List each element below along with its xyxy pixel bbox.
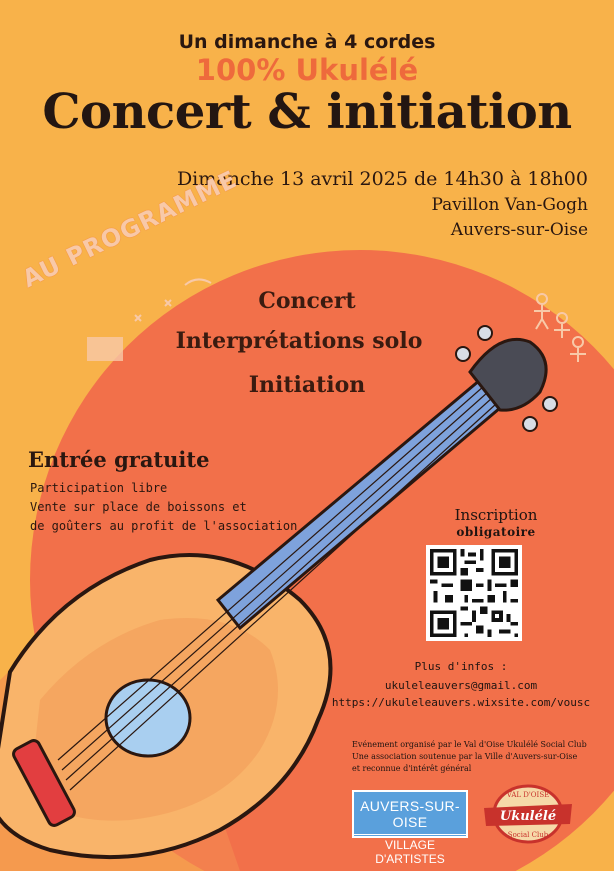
club-logo-bottom: Social Club <box>507 831 549 839</box>
event-city: Auvers-sur-Oise <box>450 220 588 240</box>
entry-line: Vente sur place de boissons et <box>30 500 247 514</box>
programme-item-concert: Concert <box>258 288 356 314</box>
organizer-line: et reconnue d'intérêt général <box>352 764 472 773</box>
contact-url[interactable]: https://ukuleleauvers.wixsite.com/vousc <box>331 696 591 709</box>
partner-badge <box>352 790 468 866</box>
club-logo-top: VAL D'OISE <box>506 791 550 799</box>
entry-title: Entrée gratuite <box>28 447 210 472</box>
organizer-line: Une association soutenue par la Ville d'Auvers-sur-Oise <box>352 752 578 761</box>
registration-title: Inscription <box>454 506 538 524</box>
soundhole <box>106 680 190 756</box>
club-logo-name: Ukulélé <box>499 809 557 824</box>
registration-subtitle: obligatoire <box>456 525 536 539</box>
event-venue: Pavillon Van-Gogh <box>431 195 588 215</box>
programme-item-solo: Interprétations solo <box>175 328 423 354</box>
programme-heading: AU PROGRAMME <box>18 164 242 294</box>
event-subtitle: 100% Ukulélé <box>195 53 419 87</box>
club-logo <box>480 782 576 846</box>
event-title: Concert & initiation <box>42 84 572 140</box>
event-kicker: Un dimanche à 4 cordes <box>178 31 436 53</box>
organizer-line: Evénement organisé par le Val d'Oise Ukulélé Social Club <box>352 740 587 749</box>
contact-title: Plus d'infos : <box>414 660 508 673</box>
partner-badge-line1: AUVERS-SUR-OISE <box>360 798 460 830</box>
programme-item-initiation: Initiation <box>248 372 366 398</box>
entry-line: de goûters au profit de l'association <box>30 519 298 533</box>
qr-code[interactable] <box>426 545 522 641</box>
event-date: Dimanche 13 avril 2025 de 14h30 à 18h00 <box>176 168 588 190</box>
contact-email[interactable]: ukuleleauvers@gmail.com <box>384 679 538 692</box>
entry-line: Participation libre <box>30 481 168 495</box>
partner-badge-line2: VILLAGE D'ARTISTES <box>354 834 466 866</box>
